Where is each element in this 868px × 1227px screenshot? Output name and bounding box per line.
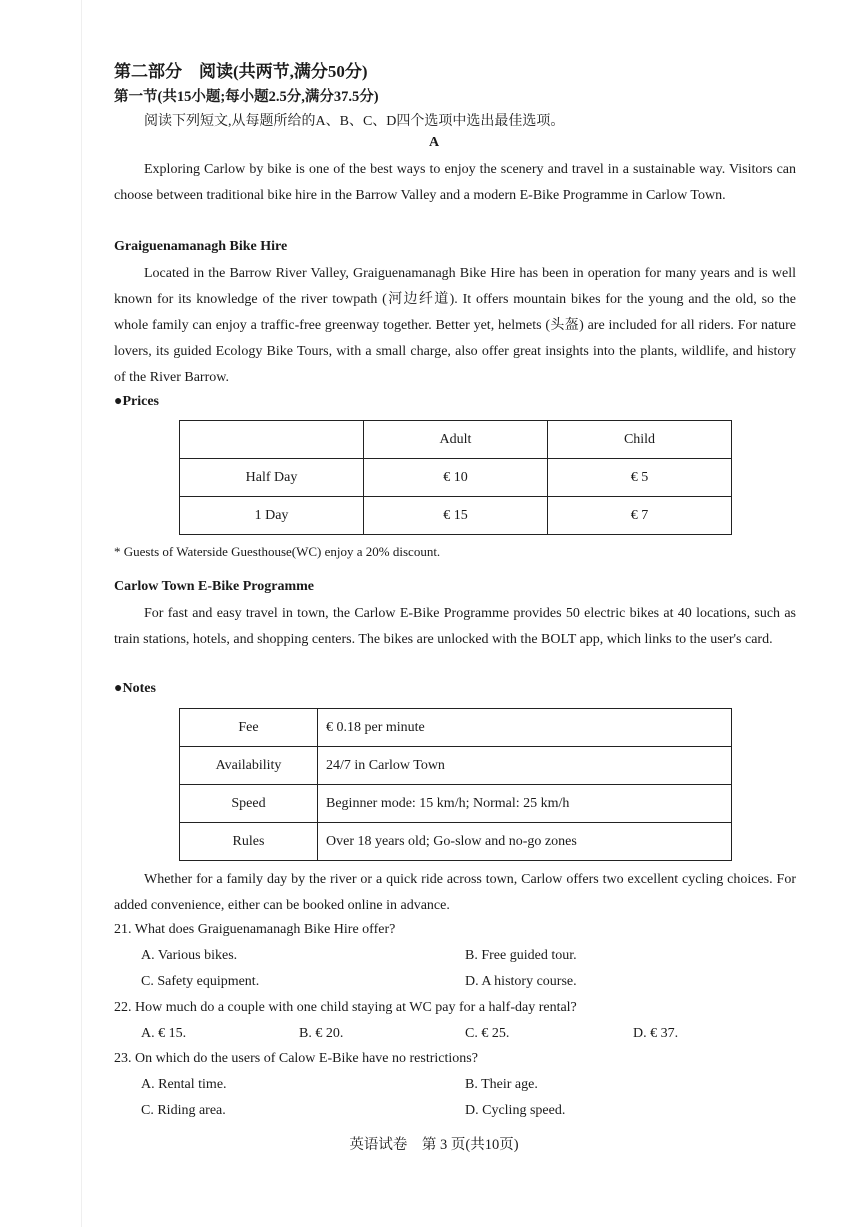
notes-table [179,708,732,861]
table-row [180,459,732,497]
notes-label: ●Notes [114,681,156,696]
option-22-d: D. € 37. [633,1026,679,1041]
option-21-b: B. Free guided tour. [465,948,577,963]
table-row [180,421,732,459]
option-23-a: A. Rental time. [141,1077,227,1092]
table-row [180,785,732,823]
table-cell: Fee [180,709,318,747]
option-23-b: B. Their age. [465,1077,538,1092]
table-cell: Over 18 years old; Go-slow and no-go zones [318,823,732,861]
table-row [180,823,732,861]
table-row [180,709,732,747]
table-cell [180,421,364,459]
table-cell: Half Day [180,459,364,497]
binding-edge [81,0,82,1227]
table-cell: € 5 [548,459,732,497]
instruction: 阅读下列短文,从每题所给的A、B、C、D四个选项中选出最佳选项。 [144,114,565,129]
discount-note: * Guests of Waterside Guesthouse(WC) enjoy a 20% discount. [114,544,441,559]
table-cell: Speed [180,785,318,823]
question-23: 23. On which do the users of Calow E-Bike have no restrictions? [114,1051,478,1066]
table-cell: Rules [180,823,318,861]
passage-letter: A [428,135,440,150]
option-22-b: B. € 20. [299,1026,344,1041]
option-23-d: D. Cycling speed. [465,1103,566,1118]
option-22-c: C. € 25. [465,1026,510,1041]
intro-paragraph: Exploring Carlow by bike is one of the best ways to enjoy the scenery and travel in a sustainable way. Visitors can choose between traditional bike hire in the Barrow Valley and a modern E-Bike Programme in Carlow Town. [114,162,796,203]
table-cell: 1 Day [180,497,364,535]
table-cell: Beginner mode: 15 km/h; Normal: 25 km/h [318,785,732,823]
table-cell: € 15 [364,497,548,535]
table-row [180,747,732,785]
sub-title: 第一节(共15小题;每小题2.5分,满分37.5分) [114,89,379,105]
table-cell: 24/7 in Carlow Town [318,747,732,785]
section-title: 第二部分 阅读(共两节,满分50分) [114,62,368,81]
question-22: 22. How much do a couple with one child staying at WC pay for a half-day rental? [114,1000,577,1015]
table-cell: Adult [364,421,548,459]
option-23-c: C. Riding area. [141,1103,226,1118]
question-21: 21. What does Graiguenamanagh Bike Hire offer? [114,922,396,937]
bike-hire-heading: Graiguenamanagh Bike Hire [114,239,288,254]
option-21-c: C. Safety equipment. [141,974,260,989]
bike-hire-paragraph: Located in the Barrow River Valley, Graiguenamanagh Bike Hire has been in operation for many years and is well known for its knowledge of the river towpath (河边纤道). It offers mountain bikes for the young and the old, so the whole family can enjoy a traffic-free greenway together. Better yet, helmets (头盔) are included for all riders. For nature lovers, its guided Ecology Bike Tours, with a small charge, also offer great insights into the plants, wildlife, and history of the River Barrow. [114,266,796,385]
table-cell: € 0.18 per minute [318,709,732,747]
prices-table [179,420,732,535]
option-22-a: A. € 15. [141,1026,187,1041]
ebike-heading: Carlow Town E-Bike Programme [114,579,315,594]
option-21-a: A. Various bikes. [141,948,238,963]
closing-paragraph: Whether for a family day by the river or a quick ride across town, Carlow offers two excellent cycling choices. For added convenience, either can be booked online in advance. [114,872,796,913]
table-cell: € 7 [548,497,732,535]
table-cell: Availability [180,747,318,785]
page-footer: 英语试卷 第 3 页(共10页) [349,1137,519,1153]
table-cell: € 10 [364,459,548,497]
option-21-d: D. A history course. [465,974,577,989]
prices-label: ●Prices [114,394,159,409]
table-cell: Child [548,421,732,459]
table-row [180,497,732,535]
ebike-paragraph: For fast and easy travel in town, the Carlow E-Bike Programme provides 50 electric bikes at 40 locations, such as train stations, hotels, and shopping centers. The bikes are unlocked with the BOLT app, which links to the user's card. [114,606,796,647]
